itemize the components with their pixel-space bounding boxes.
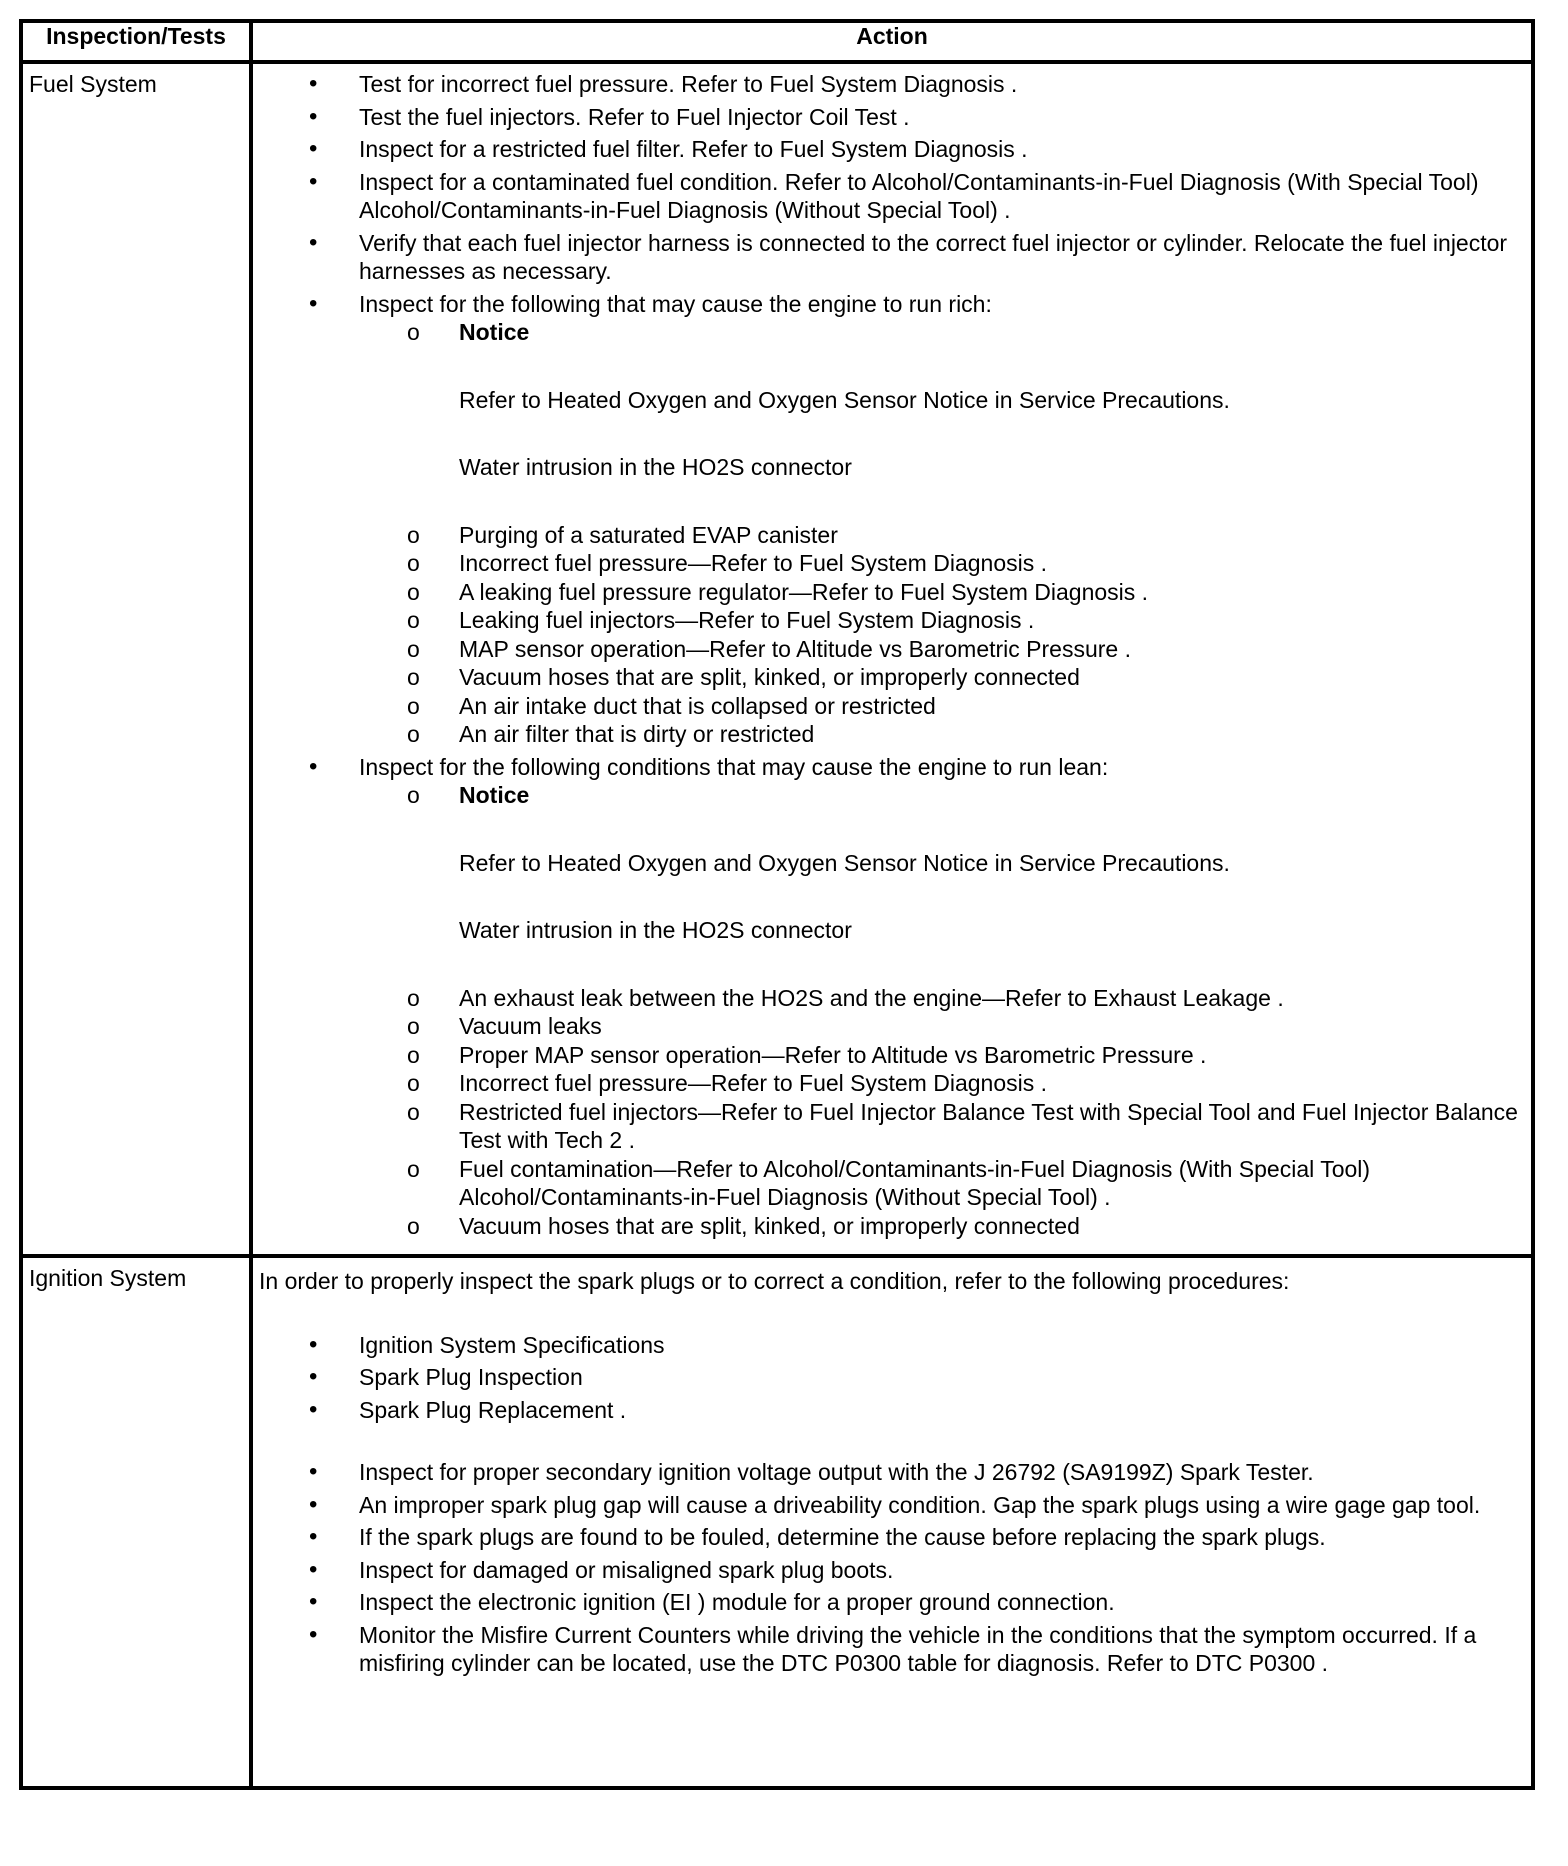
list-item: • Inspect the electronic ignition (EI ) module for a proper ground connection. — [259, 1588, 1523, 1617]
header-action: Action — [251, 21, 1533, 62]
notice-title: Notice — [459, 782, 530, 808]
list-item: • Inspect for proper secondary ignition voltage output with the J 26792 (SA9199Z) Spark Tester. — [259, 1458, 1523, 1487]
list-item: • Inspect for damaged or misaligned spark plug boots. — [259, 1556, 1523, 1585]
notice-water-text: Water intrusion in the HO2S connector — [459, 454, 852, 480]
ignition-system-label: Ignition System — [21, 1256, 251, 1788]
list-item: • Test the fuel injectors. Refer to Fuel Injector Coil Test . — [259, 103, 1523, 132]
notice-text: Refer to Heated Oxygen and Oxygen Sensor Notice in Service Precautions. — [459, 849, 1230, 876]
sub-item: o Purging of a saturated EVAP canister — [407, 521, 838, 548]
header-row — [21, 21, 1533, 62]
sub-item: o MAP sensor operation—Refer to Altitude vs Barometric Pressure . — [407, 635, 1131, 662]
ignition-system-actions — [251, 1256, 1533, 1788]
sub-item: o An air intake duct that is collapsed or restricted — [407, 692, 936, 719]
lean-sublist — [359, 781, 1523, 1240]
rich-sublist — [359, 318, 1523, 749]
list-item: • An improper spark plug gap will cause a driveability condition. Gap the spark plugs using a wire gage gap tool. — [259, 1491, 1523, 1520]
lean-conditions-item — [259, 753, 1523, 1241]
fuel-system-label: Fuel System — [21, 62, 251, 1256]
sub-item: o Incorrect fuel pressure—Refer to Fuel System Diagnosis . — [407, 1070, 1048, 1096]
sub-item: o Vacuum leaks — [407, 1013, 602, 1039]
list-item: • Inspect for a contaminated fuel condition. Refer to Alcohol/Contaminants-in-Fuel Diagnosis (With Special Tool) Alcohol/Contaminants-in-Fuel Diagnosis (Without Special Tool) . — [259, 168, 1523, 225]
inspection-table — [19, 19, 1535, 1790]
rich-intro: • Inspect for the following that may cause the engine to run rich: — [359, 290, 992, 317]
procedure-list — [259, 1331, 1523, 1425]
list-item: • Monitor the Misfire Current Counters while driving the vehicle in the conditions that the symptom occurred. If a misfiring cylinder can be located, use the DTC P0300 table for diagnosis. Refer to DTC P0300 . — [259, 1621, 1523, 1678]
document-page — [19, 19, 1531, 1790]
ignition-system-row — [21, 1256, 1533, 1788]
header-inspection-tests: Inspection/Tests — [21, 21, 251, 62]
sub-item: o A leaking fuel pressure regulator—Refer to Fuel System Diagnosis . — [407, 578, 1149, 605]
notice-text: Refer to Heated Oxygen and Oxygen Sensor Notice in Service Precautions. — [459, 386, 1230, 413]
list-item: • Spark Plug Inspection — [259, 1363, 1523, 1392]
fuel-system-row — [21, 62, 1533, 1256]
sub-item: o Restricted fuel injectors—Refer to Fuel Injector Balance Test with Special Tool and Fuel Injector Balance Test with Tech 2 . — [407, 1098, 1518, 1153]
rich-conditions-item — [259, 290, 1523, 749]
fuel-bullet-list — [259, 70, 1523, 1240]
sub-item: o Proper MAP sensor operation—Refer to Altitude vs Barometric Pressure . — [407, 1041, 1207, 1068]
list-item: • If the spark plugs are found to be fouled, determine the cause before replacing the spark plugs. — [259, 1523, 1523, 1552]
sub-item: o Leaking fuel injectors—Refer to Fuel System Diagnosis . — [407, 607, 1035, 633]
list-item: • Ignition System Specifications — [259, 1331, 1523, 1360]
ignition-intro: In order to properly inspect the spark plugs or to correct a condition, refer to the following procedures: — [259, 1268, 1290, 1294]
fuel-system-actions — [251, 62, 1533, 1256]
sub-item: o An air filter that is dirty or restricted — [407, 721, 815, 747]
list-item: • Test for incorrect fuel pressure. Refer to Fuel System Diagnosis . — [259, 70, 1523, 99]
list-item: • Verify that each fuel injector harness is connected to the correct fuel injector or cylinder. Relocate the fuel injector harnesses as necessary. — [259, 229, 1523, 286]
sub-item: o Vacuum hoses that are split, kinked, or improperly connected — [407, 1212, 1080, 1239]
notice-title: Notice — [459, 319, 530, 345]
sub-item: o An exhaust leak between the HO2S and the engine—Refer to Exhaust Leakage . — [407, 984, 1284, 1011]
lean-notice: o Notice Refer to Heated Oxygen and Oxygen Sensor Notice in Service Precautions. Water intrusion in the HO2S connector — [459, 781, 1523, 945]
sub-item: o Fuel contamination—Refer to Alcohol/Contaminants-in-Fuel Diagnosis (With Special Tool) Alcohol/Contaminants-in-Fuel Diagnosis (Without Special Tool) . — [407, 1155, 1371, 1210]
sub-item: o Vacuum hoses that are split, kinked, or improperly connected — [407, 664, 1080, 690]
list-item: • Spark Plug Replacement . — [259, 1396, 1523, 1425]
rich-notice: o Notice Refer to Heated Oxygen and Oxygen Sensor Notice in Service Precautions. Water intrusion in the HO2S connector — [459, 318, 1523, 482]
notice-water-text: Water intrusion in the HO2S connector — [459, 917, 852, 943]
sub-item: o Incorrect fuel pressure—Refer to Fuel System Diagnosis . — [407, 550, 1048, 576]
list-item: • Inspect for a restricted fuel filter. Refer to Fuel System Diagnosis . — [259, 135, 1523, 164]
ignition-bullet-list — [259, 1458, 1523, 1678]
lean-intro: • Inspect for the following conditions that may cause the engine to run lean: — [359, 753, 1109, 780]
